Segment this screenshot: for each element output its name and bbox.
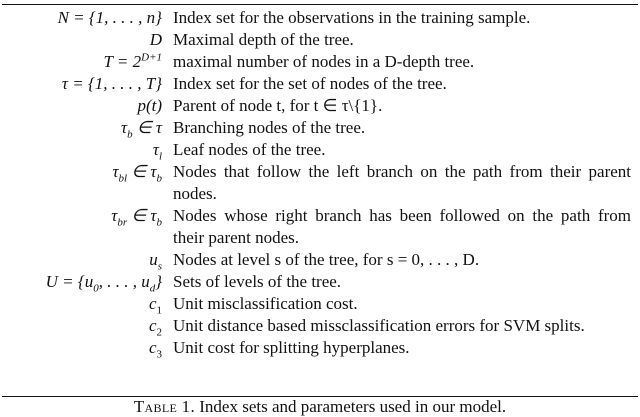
description-cell: Sets of levels of the tree. bbox=[173, 272, 342, 291]
symbol-cell: $c_2$ bbox=[148, 316, 162, 339]
table-row bbox=[0, 271, 640, 293]
description-cell: Nodes at level s of the tree, for s = 0, . . . , D. bbox=[173, 250, 480, 269]
symbol-cell: $c_1$ bbox=[148, 294, 162, 317]
symbol-cell: $\tau_{br}$ ∈ $\tau_b$ bbox=[111, 206, 162, 229]
table-row bbox=[0, 315, 640, 337]
caption-label: Table 1. bbox=[133, 397, 195, 416]
symbol-cell: N = {1, . . . , n} bbox=[57, 8, 162, 27]
description-cell: Nodes that follow the left branch on the path from their parent nodes. bbox=[173, 162, 631, 203]
table-row bbox=[0, 7, 640, 29]
table-row bbox=[0, 293, 640, 315]
description-cell: Maximal depth of the tree. bbox=[173, 30, 354, 49]
description-cell: Unit misclassification cost. bbox=[173, 294, 358, 313]
description-cell: maximal number of nodes in a D-depth tree. bbox=[173, 52, 475, 71]
description-cell: Index set for the set of nodes of the tree. bbox=[173, 74, 447, 93]
symbol-cell: $\tau_b$ ∈ τ bbox=[121, 118, 162, 141]
symbol-cell: $u_s$ bbox=[149, 250, 162, 273]
table-row bbox=[0, 139, 640, 161]
table-row bbox=[0, 161, 640, 205]
table-row bbox=[0, 95, 640, 117]
description-cell: Leaf nodes of the tree. bbox=[173, 140, 326, 159]
table-row bbox=[0, 29, 640, 51]
notation-table bbox=[0, 7, 640, 359]
table-row bbox=[0, 249, 640, 271]
description-cell: Branching nodes of the tree. bbox=[173, 118, 366, 137]
table-row bbox=[0, 73, 640, 95]
caption-text: Index sets and parameters used in our model. bbox=[195, 397, 507, 416]
table-row bbox=[0, 117, 640, 139]
symbol-cell: D bbox=[149, 30, 162, 49]
table-row bbox=[0, 337, 640, 359]
symbol-cell: $T = 2^{D+1}$ bbox=[103, 51, 162, 71]
table-top-rule bbox=[2, 4, 638, 5]
description-cell: Unit cost for splitting hyperplanes. bbox=[173, 338, 410, 357]
description-cell: Unit distance based missclassification errors for SVM splits. bbox=[173, 316, 585, 335]
symbol-cell: τ = {1, . . . , T} bbox=[61, 74, 162, 93]
table-caption bbox=[0, 397, 640, 417]
symbol-cell: p(t) bbox=[137, 96, 162, 115]
description-cell: Parent of node t, for t ∈ τ\{1}. bbox=[173, 96, 383, 115]
symbol-cell: $\tau_{bl}$ ∈ $\tau_b$ bbox=[112, 162, 162, 185]
symbol-cell: $U = \{u_0$, . . . , $u_d$} bbox=[45, 272, 162, 295]
symbol-cell: $\tau_l$ bbox=[152, 140, 162, 163]
symbol-cell: $c_3$ bbox=[148, 338, 162, 361]
description-cell: Nodes whose right branch has been followed on the path from their parent nodes. bbox=[173, 206, 631, 247]
description-cell: Index set for the observations in the training sample. bbox=[173, 8, 531, 27]
table-row bbox=[0, 51, 640, 73]
table-row bbox=[0, 205, 640, 249]
